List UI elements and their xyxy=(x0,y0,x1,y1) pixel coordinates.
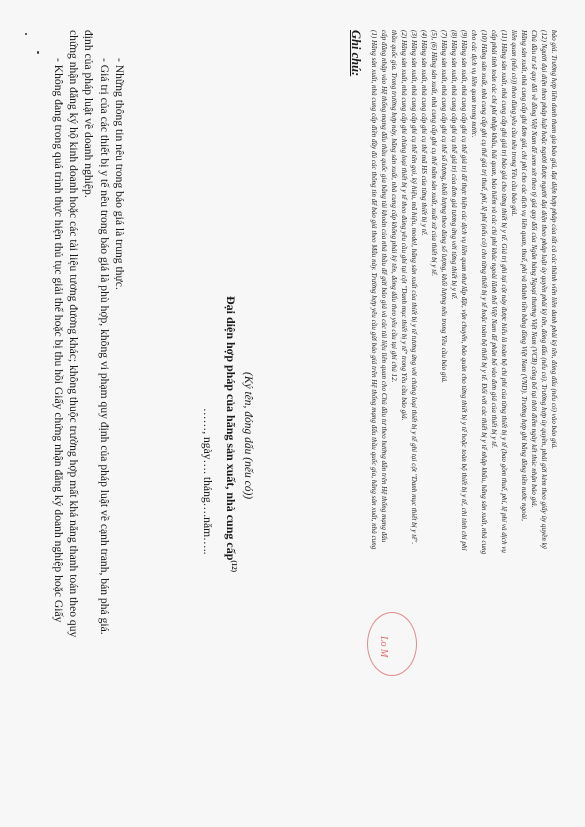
body-line: định của pháp luật về doanh nghiệp. xyxy=(82,30,95,198)
signature-title-text: Đại diện hợp pháp của hãng sản xuất, nhà cung cấp xyxy=(224,296,238,561)
note-line: cấp đăng nhập vào Hệ thống mạng đấu thầu quốc gia bằng tài khoản của nhà thầu để gửi báo giá và các tài liệu liên quan cho Chủ đầu tư theo hướng dẫn trên Hệ thống mạng đấu xyxy=(380,30,388,543)
note-line: Hãng sản xuất, nhà cung cấp ghi đơn giá, chi phí cho các dịch vụ liên quan, thuế, phí và thành tiền bằng đồng Việt Nam (VND). Trường hợp ghi bằng đồng tiền nước ngoài, xyxy=(520,30,528,521)
body-line: chứng nhận đăng ký hộ kinh doanh hoặc các tài liệu tương đương khác; không thuộc trường hợp mất khả năng thanh toán theo quy xyxy=(67,30,80,638)
body-line: - Không đang trong quá trình thực hiện thủ tục giải thể hoặc bị thu hồi Giấy chứng nhận đăng ký doanh nghiệp hoặc Giấy xyxy=(52,58,65,623)
note-line: (11) Hãng sản xuất, nhà cung cấp ghi giá trị báo giá cho từng thiết bị y tế. Giá trị ghi tại cột này được hiểu là toàn bộ chi phí của từng thiết bị y tế (bao gồm thuế, phí, lệ phí và dịch vụ xyxy=(500,30,508,553)
body-line: - Những thông tin nêu trong báo giá là trung thực. xyxy=(113,58,126,290)
note-line: (2) Hãng sản xuất, nhà cung cấp ghi chủng loại thiết bị y tế theo đúng yêu cầu ghi tại cột "Danh mục thiết bị y tế" trong Yêu cầu báo giá. xyxy=(400,30,408,421)
note-line: Chủ đầu tư sẽ quy đổi về đồng Việt Nam để xem xét theo tỷ giá quy đổi của Ngân hàng Ngoại thương Việt Nam (VCB) công bố tại thời điểm ngày kết thúc nhận báo giá. xyxy=(530,30,538,508)
note-line: (5), (6) Hãng sản xuất, nhà cung cấp ghi cụ thể năm sản xuất, xuất xứ của thiết bị y tế. xyxy=(430,30,438,277)
note-line: (9) Hãng sản xuất, nhà cung cấp ghi cụ thể giá trị để thực hiện các dịch vụ liên quan như lắp đặt, vận chuyển, bảo quản cho từng thiết bị y tế hoặc toàn bộ thiết bị y tế, chi tính chi phí xyxy=(460,30,468,551)
note-line: cho các dịch vụ liên quan trong nước. xyxy=(470,30,478,138)
stamp-text: Lo M xyxy=(378,636,389,658)
note-line: liên quan (nếu có)) theo đúng yêu cầu nêu trong Yêu cầu báo giá. xyxy=(510,30,518,217)
note-line: (1) Hãng sản xuất, nhà cung cấp điền đầy đủ các thông tin để báo giá theo Mẫu này. Trường hợp yêu cầu gửi báo giá trên Hệ thống mạng đấu thầu quốc gia, hãng sản xuất, nhà cung xyxy=(370,30,378,550)
note-line: báo giá. Trường hợp liên danh tham gia báo giá, đại diện hợp pháp của tất cả các thành viên liên danh phải ký tên, đóng dấu (nếu có) vào báo giá. xyxy=(550,30,558,449)
note-line: thầu quốc gia. Trong trường hợp này, hãng sản xuất, nhà cung cấp không phải ký tên, đóng dấu theo yêu cầu tại ghi chú 12. xyxy=(390,30,398,383)
note-line: (7) Hãng sản xuất, nhà cung cấp ghi cụ thể số lượng, khối lượng theo đúng số lượng, khối lượng nêu trong Yêu cầu báo giá. xyxy=(440,30,448,383)
signature-title xyxy=(223,296,238,572)
date-line: ……, ngày…. tháng….năm….. xyxy=(201,408,214,555)
notes-title: Ghi chú: xyxy=(349,30,363,77)
signature-title-sup: (12) xyxy=(230,560,238,573)
stamp-seal xyxy=(367,612,417,676)
note-line: (4) Hãng sản xuất, nhà cung cấp ghi cụ thể mã HS của từng thiết bị y tế. xyxy=(420,30,428,236)
note-line: cấp phải tính toán các chi phí nhập khẩu, hải quan, bảo hiểm và các chi phí khác ngoài lãnh thổ Việt Nam để phân bổ vào đơn giá của thiết bị y tế. xyxy=(490,30,498,449)
note-line: (3) Hãng sản xuất, nhà cung cấp ghi cụ thể tên gọi, ký hiệu, mã hiệu, model, hãng sản xuất của thiết bị y tế tương ứng với chủng loại thiết bị y tế ghi tại cột "Danh mục thiết bị y tế". xyxy=(410,30,418,545)
note-line: (10) Hãng sản xuất, nhà cung cấp ghi cụ thể giá trị thuế, phí, lệ phí (nếu có) cho từng thiết bị y tế hoặc toàn bộ thiết bị y tế. Đối với các thiết bị y tế nhập khẩu, hãng sản xuất, nhà cung xyxy=(480,30,488,555)
signature-subtitle: (Ký tên, đóng dấu (nếu có)) xyxy=(242,372,254,500)
note-line: (8) Hãng sản xuất, nhà cung cấp ghi cụ thể giá trị của đơn giá tương ứng với từng thiết bị y tế. xyxy=(450,30,458,300)
note-line: (12) Người đại diện theo pháp luật hoặc người được người đại diện theo pháp luật ủy quyền phải ký tên, đóng dấu (nếu có). Trường hợp ủy quyền, phải gửi kèm theo giấy ủy quyền ký xyxy=(540,30,548,549)
body-line: - Giá trị của các thiết bị y tế nêu trong báo giá là phù hợp, không vi phạm quy định của pháp luật về cạnh tranh, bán phá giá. xyxy=(98,58,111,635)
